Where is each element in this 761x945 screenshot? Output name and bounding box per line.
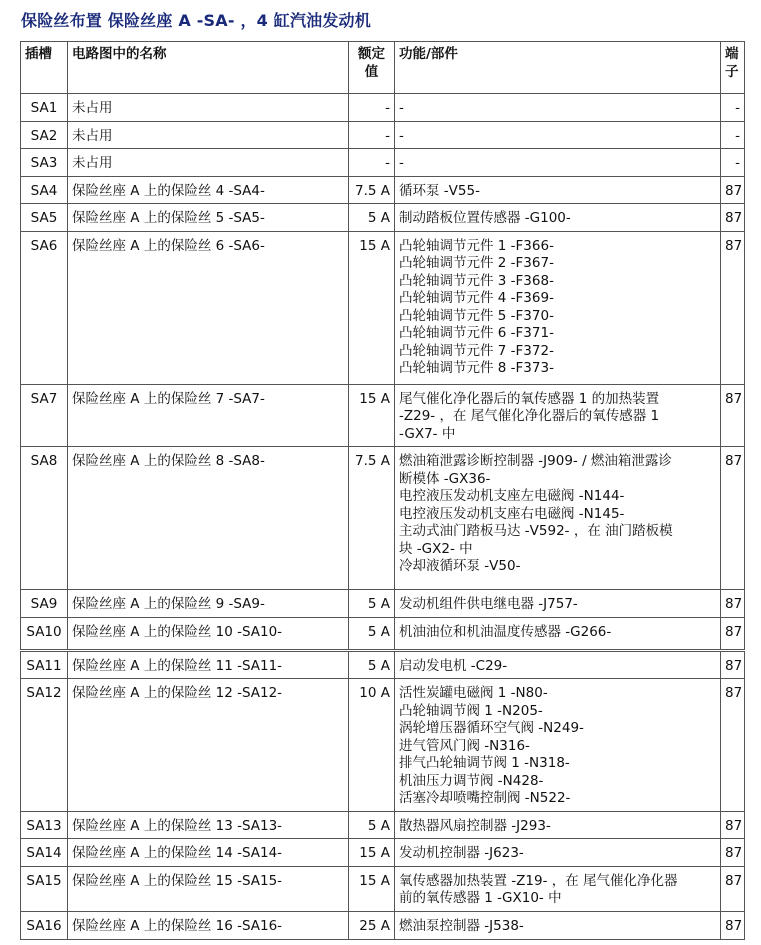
cell-terminal: - (721, 94, 745, 122)
cell-rating: 7.5 A (349, 176, 395, 204)
cell-name: 保险丝座 A 上的保险丝 5 -SA5- (68, 204, 349, 232)
table-row (21, 447, 745, 590)
cell-function (395, 176, 721, 204)
function-line: 尾气催化净化器后的氧传感器 1 的加热装置 (399, 390, 660, 407)
cell-name: 保险丝座 A 上的保险丝 10 -SA10- (68, 617, 349, 650)
table-row (21, 384, 745, 447)
function-line: 燃油箱泄露诊断控制器 -J909- / 燃油箱泄露诊 (399, 453, 672, 469)
cell-function (395, 617, 721, 650)
cell-function (395, 149, 721, 177)
cell-rating: 5 A (349, 811, 395, 839)
function-line: 凸轮轴调节元件 6 -F371- (399, 325, 554, 341)
cell-slot: SA6 (21, 231, 68, 384)
function-line: 凸轮轴调节元件 2 -F367- (399, 255, 554, 271)
cell-terminal: 87 (721, 231, 745, 384)
cell-name: 保险丝座 A 上的保险丝 8 -SA8- (68, 447, 349, 590)
table-header-row (21, 42, 745, 94)
fuse-table (20, 41, 745, 940)
function-line: 电控液压发动机支座右电磁阀 -N145- (399, 505, 625, 522)
cell-name: 保险丝座 A 上的保险丝 14 -SA14- (68, 839, 349, 867)
cell-function (395, 866, 721, 911)
cell-name: 保险丝座 A 上的保险丝 7 -SA7- (68, 384, 349, 447)
cell-terminal: 87 (721, 384, 745, 447)
table-row (21, 121, 745, 149)
function-line: 凸轮轴调节元件 4 -F369- (399, 290, 554, 306)
function-line: 凸轮轴调节元件 5 -F370- (399, 307, 554, 324)
cell-terminal: 87 (721, 839, 745, 867)
cell-rating: 7.5 A (349, 447, 395, 590)
table-row (21, 590, 745, 618)
cell-terminal: - (721, 149, 745, 177)
cell-function (395, 447, 721, 590)
table-body (21, 94, 745, 940)
cell-rating: - (349, 149, 395, 177)
header-slot: 插槽 (21, 42, 68, 94)
cell-rating: - (349, 94, 395, 122)
function-line: 断模体 -GX36- (399, 470, 491, 487)
table-row (21, 811, 745, 839)
cell-name: 未占用 (68, 149, 349, 177)
cell-terminal: 87 (721, 866, 745, 911)
cell-terminal: 87 (721, 176, 745, 204)
function-line: 燃油泵控制器 -J538- (399, 917, 524, 934)
cell-terminal: 87 (721, 679, 745, 812)
function-line: 凸轮轴调节元件 3 -F368- (399, 272, 554, 289)
cell-terminal: 87 (721, 811, 745, 839)
cell-name: 保险丝座 A 上的保险丝 16 -SA16- (68, 911, 349, 939)
cell-rating: 15 A (349, 231, 395, 384)
table-row (21, 911, 745, 939)
function-line: - (399, 155, 404, 171)
cell-rating: 5 A (349, 204, 395, 232)
table-row (21, 839, 745, 867)
function-line: 凸轮轴调节阀 1 -N205- (399, 702, 543, 719)
function-line: 发动机控制器 -J623- (399, 845, 524, 861)
function-line: 凸轮轴调节元件 7 -F372- (399, 342, 554, 359)
cell-terminal: 87 (721, 447, 745, 590)
cell-function (395, 204, 721, 232)
cell-rating: 5 A (349, 590, 395, 618)
cell-slot: SA4 (21, 176, 68, 204)
cell-slot: SA5 (21, 204, 68, 232)
cell-rating: 5 A (349, 650, 395, 679)
function-line: 冷却液循环泵 -V50- (399, 558, 521, 574)
table-row (21, 650, 745, 679)
function-line: 循环泵 -V55- (399, 182, 480, 199)
cell-slot: SA1 (21, 94, 68, 122)
function-line: 机油油位和机油温度传感器 -G266- (399, 623, 612, 640)
table-row (21, 679, 745, 812)
table-row (21, 149, 745, 177)
cell-function (395, 384, 721, 447)
function-line: - (399, 100, 404, 116)
cell-function (395, 121, 721, 149)
cell-slot: SA12 (21, 679, 68, 812)
table-row (21, 176, 745, 204)
header-terminal: 端子 (721, 42, 745, 94)
header-name: 电路图中的名称 (68, 42, 349, 94)
cell-slot: SA10 (21, 617, 68, 650)
cell-name: 保险丝座 A 上的保险丝 4 -SA4- (68, 176, 349, 204)
cell-slot: SA3 (21, 149, 68, 177)
cell-slot: SA15 (21, 866, 68, 911)
function-line: 启动发电机 -C29- (399, 657, 508, 674)
cell-slot: SA2 (21, 121, 68, 149)
cell-slot: SA13 (21, 811, 68, 839)
function-line: 发动机组件供电继电器 -J757- (399, 596, 578, 612)
cell-rating: 15 A (349, 839, 395, 867)
cell-name: 保险丝座 A 上的保险丝 15 -SA15- (68, 866, 349, 911)
cell-name: 保险丝座 A 上的保险丝 11 -SA11- (68, 650, 349, 679)
function-line: -GX7- 中 (399, 425, 456, 442)
cell-function (395, 650, 721, 679)
table-row (21, 231, 745, 384)
function-line: 散热器风扇控制器 -J293- (399, 817, 551, 834)
cell-slot: SA7 (21, 384, 68, 447)
cell-slot: SA9 (21, 590, 68, 618)
cell-rating: 10 A (349, 679, 395, 812)
table-row (21, 204, 745, 232)
cell-terminal: 87 (721, 590, 745, 618)
cell-terminal: 87 (721, 204, 745, 232)
cell-terminal: 87 (721, 617, 745, 650)
cell-name: 保险丝座 A 上的保险丝 13 -SA13- (68, 811, 349, 839)
function-line: 块 -GX2- 中 (399, 540, 473, 557)
cell-name: 保险丝座 A 上的保险丝 6 -SA6- (68, 231, 349, 384)
cell-rating: 5 A (349, 617, 395, 650)
cell-function (395, 811, 721, 839)
header-rating: 额定值 (349, 42, 395, 94)
cell-name: 保险丝座 A 上的保险丝 9 -SA9- (68, 590, 349, 618)
cell-rating: - (349, 121, 395, 149)
function-line: 前的氧传感器 1 -GX10- 中 (399, 890, 562, 906)
cell-name: 未占用 (68, 121, 349, 149)
cell-name: 未占用 (68, 94, 349, 122)
function-line: -Z29- ，在 尾气催化净化器后的氧传感器 1 (399, 408, 660, 424)
function-line: 主动式油门踏板马达 -V592- ，在 油门踏板模 (399, 523, 673, 539)
cell-function (395, 590, 721, 618)
cell-rating: 15 A (349, 384, 395, 447)
cell-terminal: - (721, 121, 745, 149)
function-line: 涡轮增压器循环空气阀 -N249- (399, 720, 584, 736)
table-row (21, 617, 745, 650)
function-line: 电控液压发动机支座左电磁阀 -N144- (399, 488, 625, 504)
page-title: 保险丝布置 保险丝座 A -SA- ，4 缸汽油发动机 (21, 11, 371, 30)
cell-function (395, 839, 721, 867)
function-line: 机油压力调节阀 -N428- (399, 772, 544, 789)
cell-slot: SA11 (21, 650, 68, 679)
table-row (21, 94, 745, 122)
function-line: 凸轮轴调节元件 1 -F366- (399, 237, 554, 254)
function-line: - (399, 127, 404, 144)
function-line: 活塞冷却喷嘴控制阀 -N522- (399, 790, 571, 806)
cell-function (395, 679, 721, 812)
function-line: 制动踏板位置传感器 -G100- (399, 210, 571, 226)
function-line: 排气凸轮轴调节阀 1 -N318- (399, 755, 570, 771)
cell-function (395, 911, 721, 939)
function-line: 进气管风门阀 -N316- (399, 737, 530, 754)
cell-rating: 25 A (349, 911, 395, 939)
function-line: 氧传感器加热装置 -Z19- ，在 尾气催化净化器 (399, 872, 678, 889)
cell-name: 保险丝座 A 上的保险丝 12 -SA12- (68, 679, 349, 812)
cell-function (395, 94, 721, 122)
function-line: 凸轮轴调节元件 8 -F373- (399, 360, 554, 376)
cell-slot: SA8 (21, 447, 68, 590)
table-row (21, 866, 745, 911)
cell-terminal: 87 (721, 911, 745, 939)
cell-slot: SA16 (21, 911, 68, 939)
cell-rating: 15 A (349, 866, 395, 911)
function-line: 活性炭罐电磁阀 1 -N80- (399, 685, 548, 701)
header-function: 功能/部件 (395, 42, 721, 94)
cell-function (395, 231, 721, 384)
cell-slot: SA14 (21, 839, 68, 867)
cell-terminal: 87 (721, 650, 745, 679)
